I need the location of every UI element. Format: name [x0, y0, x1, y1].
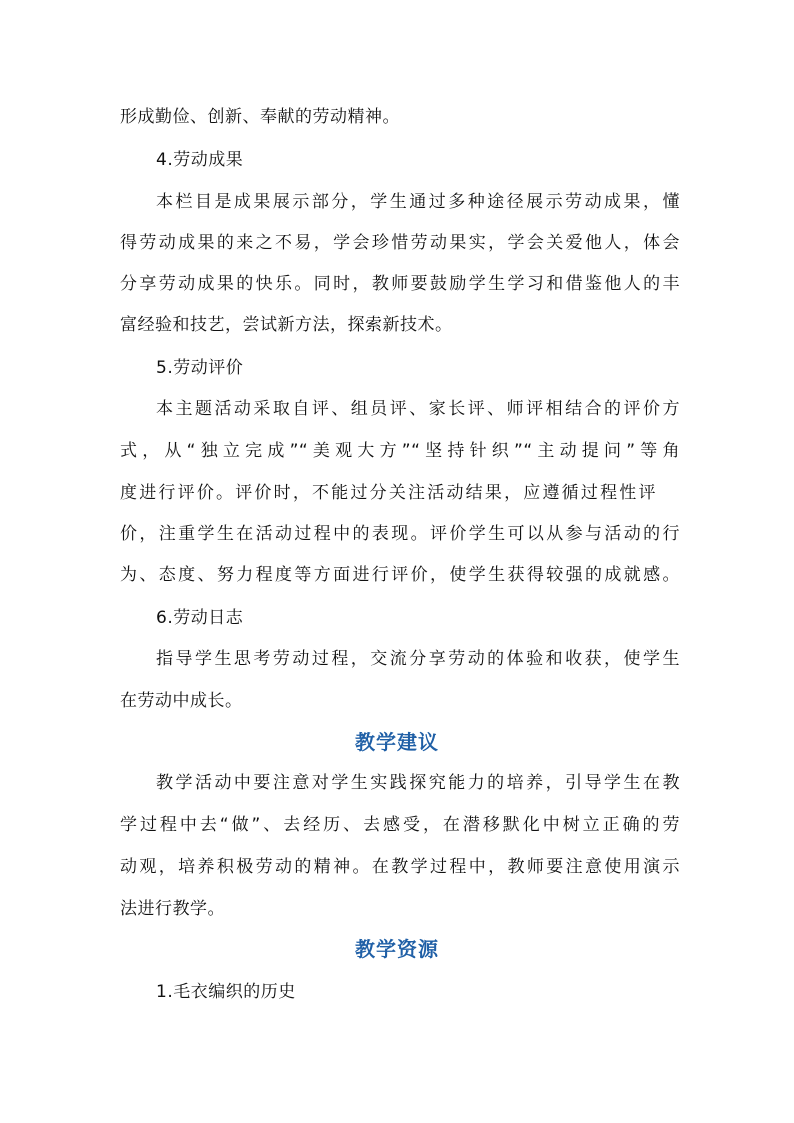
paragraph-line: 式，从“独立完成”“美观大方”“坚持针织”“主动提问”等角	[120, 441, 680, 461]
paragraph-line: 在劳动中成长。	[120, 691, 243, 711]
paragraph-line: 本主题活动采取自评、组员评、家长评、师评相结合的评价方	[156, 399, 680, 419]
heading-teaching-resources: 教学资源	[355, 937, 439, 961]
section-title-labor-log: 6.劳动日志	[156, 608, 244, 628]
section-title-labor-evaluation: 5.劳动评价	[156, 358, 244, 378]
paragraph-line: 度进行评价。评价时，不能过分关注活动结果，应遵循过程性评	[120, 483, 656, 503]
paragraph-line: 指导学生思考劳动过程，交流分享劳动的体验和收获，使学生	[156, 649, 680, 669]
paragraph-line: 富经验和技艺，尝试新方法，探索新技术。	[120, 315, 453, 335]
section-title-labor-results: 4.劳动成果	[156, 150, 244, 170]
section-title-sweater-history: 1.毛衣编织的历史	[156, 982, 296, 1002]
paragraph-line: 学过程中去“做”、去经历、去感受，在潜移默化中树立正确的劳	[120, 815, 680, 835]
paragraph-line: 形成勤俭、创新、奉献的劳动精神。	[120, 107, 400, 127]
paragraph-line: 法进行教学。	[120, 899, 225, 919]
paragraph-line: 价，注重学生在活动过程中的表现。评价学生可以从参与活动的行	[120, 524, 680, 544]
paragraph-line: 分享劳动成果的快乐。同时，教师要鼓励学生学习和借鉴他人的丰	[120, 274, 680, 294]
paragraph-line: 本栏目是成果展示部分，学生通过多种途径展示劳动成果，懂	[156, 192, 680, 212]
paragraph-line: 为、态度、努力程度等方面进行评价，使学生获得较强的成就感。	[120, 565, 680, 585]
paragraph-line: 动观，培养积极劳动的精神。在教学过程中，教师要注意使用演示	[120, 857, 680, 877]
heading-teaching-suggestions: 教学建议	[355, 730, 439, 754]
paragraph-line: 教学活动中要注意对学生实践探究能力的培养，引导学生在教	[156, 773, 680, 793]
paragraph-line: 得劳动成果的来之不易，学会珍惜劳动果实，学会关爱他人，体会	[120, 233, 680, 253]
